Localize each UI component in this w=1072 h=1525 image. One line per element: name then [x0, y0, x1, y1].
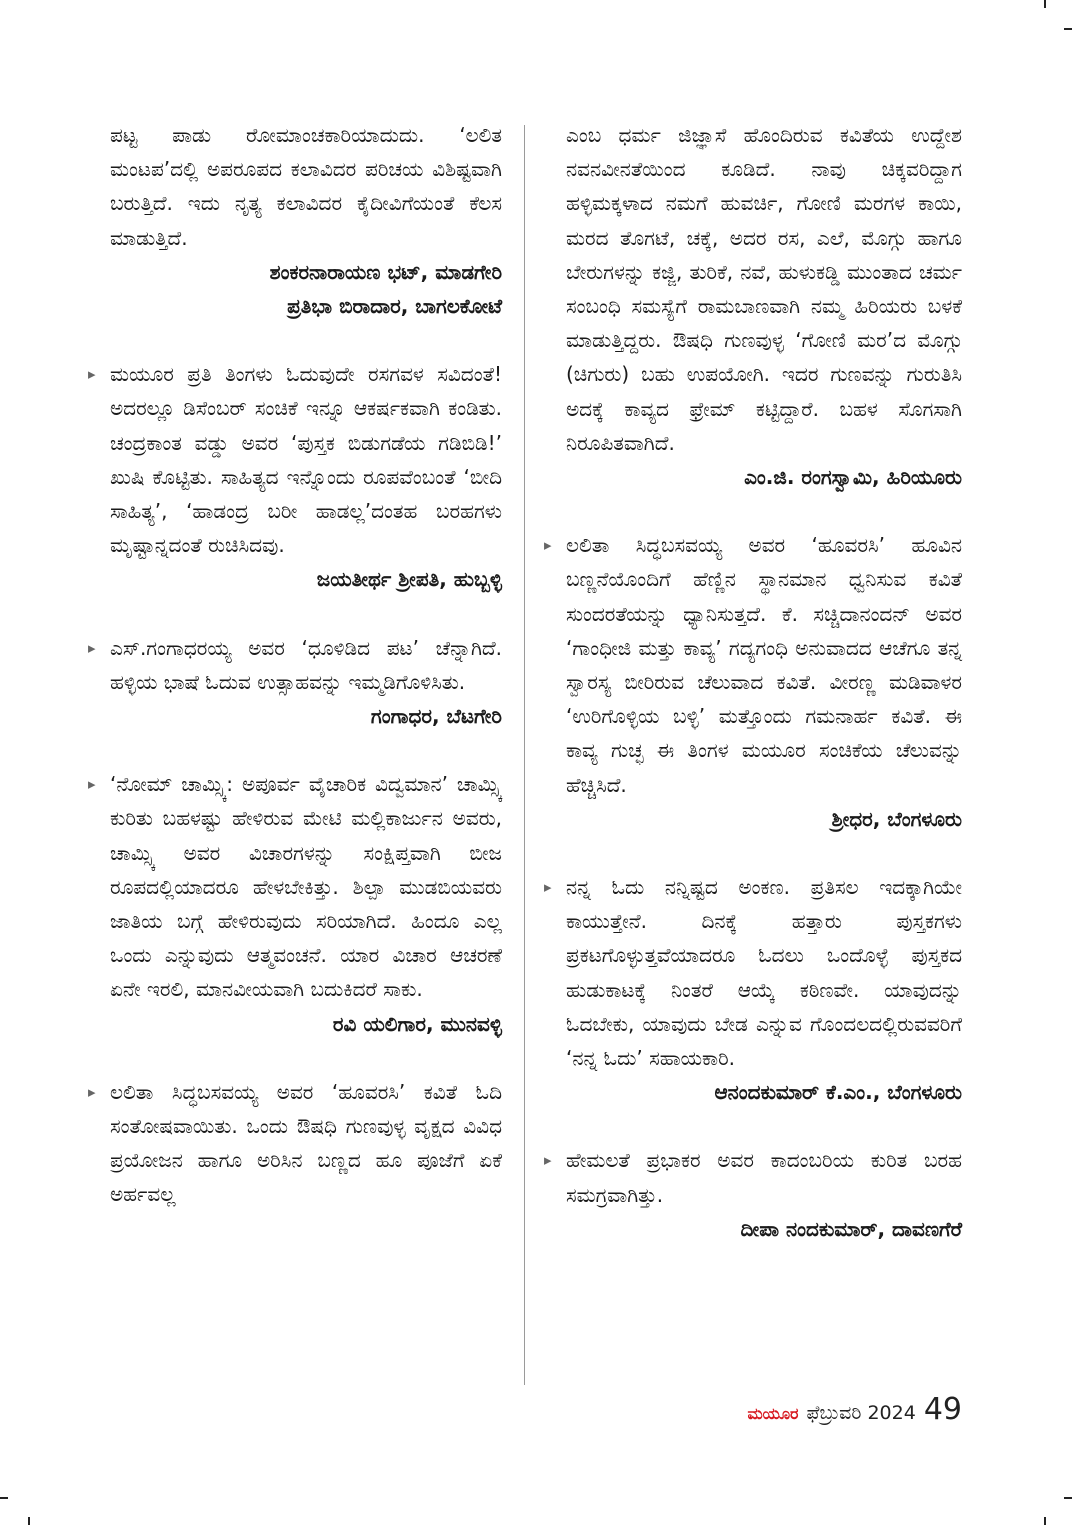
crop-mark [1064, 28, 1072, 30]
letter-text: ಎಂಬ ಧರ್ಮ ಜಿಜ್ಞಾಸೆ ಹೊಂದಿರುವ ಕವಿತೆಯ ಉದ್ದೇಶ ನವನವೀನತೆಯಿಂದ ಕೂಡಿದೆ. ನಾವು ಚಿಕ್ಕವರಿದ್ದಾಗ ಹಳ್ಳಿಮಕ್ಕಳಾದ ನಮಗೆ ಹುವರ್ಚಿ, ಗೋಣಿ ಮರಗಳ ಕಾಯಿ, ಮರದ ತೊಗಟೆ, ಚಕ್ಕೆ, ಅದರ ರಸ, ಎಲೆ, ಮೊಗ್ಗು ಹಾಗೂ ಬೇರುಗಳನ್ನು ಕಜ್ಜಿ, ತುರಿಕೆ, ನವೆ, ಹುಳುಕಡ್ಡಿ ಮುಂತಾದ ಚರ್ಮ ಸಂಬಂಧಿ ಸಮಸ್ಯೆಗೆ ರಾಮಬಾಣವಾಗಿ ನಮ್ಮ ಹಿರಿಯರು ಬಳಕೆ ಮಾಡುತ್ತಿದ್ದರು. ಔಷಧಿ ಗುಣವುಳ್ಳ ‘ಗೋಣಿ ಮರ’ದ ಮೊಗ್ಗು (ಚಿಗುರು) ಬಹು ಉಪಯೋಗಿ. ಇದರ ಗುಣವನ್ನು ಗುರುತಿಸಿ ಅದಕ್ಕೆ ಕಾವ್ಯದ ಫ್ರೇಮ್ ಕಟ್ಟಿದ್ದಾರೆ. ಬಹಳ ಸೊಗಸಾಗಿ ನಿರೂಪಿತವಾಗಿದೆ. [566, 123, 962, 455]
letter-text: ▸ ಹೇಮಲತೆ ಪ್ರಭಾಕರ ಅವರ ಕಾದಂಬರಿಯ ಕುರಿತ ಬರಹ ಸಮಗ್ರವಾಗಿತ್ತು. [566, 1143, 962, 1211]
left-column [110, 118, 502, 1212]
letter-signature: ಶ್ರೀಧರ, ಬೆಂಗಳೂರು [831, 806, 962, 831]
letter-signature: ಜಯತೀರ್ಥ ಶ್ರೀಪತಿ, ಹುಬ್ಬಳ್ಳಿ [316, 567, 502, 592]
letter-text: ▸ ಮಯೂರ ಪ್ರತಿ ತಿಂಗಳು ಓದುವುದೇ ರಸಗವಳ ಸವಿದಂತೆ! ಅದರಲ್ಲೂ ಡಿಸೆಂಬರ್ ಸಂಚಿಕೆ ಇನ್ನೂ ಆಕರ್ಷಕವಾಗಿ ಕಂಡಿತು. ಚಂದ್ರಕಾಂತ ವಡ್ಡು ಅವರ ‘ಪುಸ್ತಕ ಬಿಡುಗಡೆಯ ಗಡಿಬಿಡಿ!’ ಖುಷಿ ಕೊಟ್ಟಿತು. ಸಾಹಿತ್ಯದ ಇನ್ನೊಂದು ರೂಪವೆಂಬಂತೆ ‘ಬೀದಿ ಸಾಹಿತ್ಯ’, ‘ಹಾಡಂದ್ರ ಬರೀ ಹಾಡಲ್ಲ’ದಂತಹ ಬರಹಗಳು ಮೃಷ್ಟಾನ್ನದಂತೆ ರುಚಿಸಿದವು. [110, 357, 502, 562]
page-footer [747, 1392, 962, 1427]
page-number: 49 [923, 1392, 962, 1427]
letter-signature: ಎಂ.ಜಿ. ರಂಗಸ್ವಾಮಿ, ಹಿರಿಯೂರು [744, 465, 962, 490]
crop-mark [28, 1517, 30, 1525]
letter-text: ▸ ‘ನೋಮ್ ಚಾಮ್ಸ್ಕಿ: ಅಪೂರ್ವ ವೈಚಾರಿಕ ವಿದ್ವಮಾನ’ ಚಾಮ್ಸ್ಕಿ ಕುರಿತು ಬಹಳಷ್ಟು ಹೇಳಿರುವ ಮೇಟಿ ಮಲ್ಲಿಕಾರ್ಜುನ ಅವರು, ಚಾಮ್ಸ್ಕಿ ಅವರ ವಿಚಾರಗಳನ್ನು ಸಂಕ್ಷಿಪ್ತವಾಗಿ ಬೀಜ ರೂಪದಲ್ಲಿಯಾದರೂ ಹೇಳಬೇಕಿತ್ತು. ಶಿಲ್ಪಾ ಮುಡಬಿಯವರು ಜಾತಿಯ ಬಗ್ಗೆ ಹೇಳಿರುವುದು ಸರಿಯಾಗಿದೆ. ಹಿಂದೂ ಎಲ್ಲ ಒಂದು ಎನ್ನುವುದು ಆತ್ಮವಂಚನೆ. ಯಾರ ವಿಚಾರ ಆಚರಣೆ ಏನೇ ಇರಲಿ, ಮಾನವೀಯವಾಗಿ ಬದುಕಿದರೆ ಸಾಕು. [110, 767, 502, 1006]
crop-mark [0, 1497, 8, 1499]
letter-signature: ದೀಪಾ ನಂದಕುಮಾರ್, ದಾವಣಗೆರೆ [740, 1216, 962, 1241]
letter-signature: ಶಂಕರನಾರಾಯಣ ಭಟ್, ಮಾಡಗೇರಿ [269, 259, 502, 284]
magazine-logo: ಮಯೂರ [747, 1404, 799, 1423]
letter-text: ▸ ನನ್ನ ಓದು ನನ್ನಿಷ್ಟದ ಅಂಕಣ. ಪ್ರತಿಸಲ ಇದಕ್ಕಾಗಿಯೇ ಕಾಯುತ್ತೇನೆ. ದಿನಕ್ಕೆ ಹತ್ತಾರು ಪುಸ್ತಕಗಳು ಪ್ರಕಟಗೊಳ್ಳುತ್ತವೆಯಾದರೂ ಓದಲು ಒಂದೊಳ್ಳೆ ಪುಸ್ತಕದ ಹುಡುಕಾಟಕ್ಕೆ ನಿಂತರೆ ಆಯ್ಕೆ ಕಠಿಣವೇ. ಯಾವುದನ್ನು ಓದಬೇಕು, ಯಾವುದು ಬೇಡ ಎನ್ನುವ ಗೊಂದಲದಲ್ಲಿರುವವರಿಗೆ ‘ನನ್ನ ಓದು’ ಸಹಾಯಕಾರಿ. [566, 870, 962, 1075]
letter-text: ▸ ಲಲಿತಾ ಸಿದ್ಧಬಸವಯ್ಯ ಅವರ ‘ಹೂವರಸಿ’ ಹೂವಿನ ಬಣ್ಣನೆಯೊಂದಿಗೆ ಹೆಣ್ಣಿನ ಸ್ಥಾನಮಾನ ಧ್ವನಿಸುವ ಕವಿತೆ ಸುಂದರತೆಯನ್ನು ಧ್ಯಾನಿಸುತ್ತದೆ. ಕೆ. ಸಚ್ಚಿದಾನಂದನ್ ಅವರ ‘ಗಾಂಧೀಜಿ ಮತ್ತು ಕಾವ್ಯ’ ಗದ್ಯಗಂಧಿ ಅನುವಾದದ ಆಚೆಗೂ ತನ್ನ ಸ್ವಾರಸ್ಯ ಬೀರಿರುವ ಚೆಲುವಾದ ಕವಿತೆ. ವೀರಣ್ಣ ಮಡಿವಾಳರ ‘ಉರಿಗೊಳ್ಳಿಯ ಬಳ್ಳಿ’ ಮತ್ತೊಂದು ಗಮನಾರ್ಹ ಕವಿತೆ. ಈ ಕಾವ್ಯ ಗುಚ್ಛ ಈ ತಿಂಗಳ ಮಯೂರ ಸಂಚಿಕೆಯ ಚೆಲುವನ್ನು ಹೆಚ್ಚಿಸಿದೆ. [566, 528, 962, 802]
letter-text: ▸ ಎಸ್.ಗಂಗಾಧರಯ್ಯ ಅವರ ‘ಧೂಳಿಡಿದ ಪಟ’ ಚೆನ್ನಾಗಿದೆ. ಹಳ್ಳಿಯ ಭಾಷೆ ಓದುವ ಉತ್ಸಾಹವನ್ನು ಇಮ್ಮಡಿಗೊಳಿಸಿತು. [110, 631, 502, 699]
letter-signature: ರವಿ ಯಲಿಗಾರ, ಮುನವಳ್ಳಿ [332, 1011, 502, 1036]
column-divider [524, 125, 525, 1385]
letter-signature: ಆನಂದಕುಮಾರ್ ಕೆ.ಎಂ., ಬೆಂಗಳೂರು [714, 1080, 962, 1105]
crop-mark [1044, 0, 1046, 8]
issue-month: ಫೆಬ್ರುವರಿ 2024 [806, 1402, 916, 1424]
crop-mark [1064, 1497, 1072, 1499]
letter-signature: ಪ್ರತಿಭಾ ಬಿರಾದಾರ, ಬಾಗಲಕೋಟೆ [287, 294, 502, 319]
right-column [566, 118, 962, 1246]
crop-mark [1044, 1517, 1046, 1525]
letter-text: ▸ ಲಲಿತಾ ಸಿದ್ಧಬಸವಯ್ಯ ಅವರ ‘ಹೂವರಸಿ’ ಕವಿತೆ ಓದಿ ಸಂತೋಷವಾಯಿತು. ಒಂದು ಔಷಧಿ ಗುಣವುಳ್ಳ ವೃಕ್ಷದ ವಿವಿಧ ಪ್ರಯೋಜನ ಹಾಗೂ ಅರಿಸಿನ ಬಣ್ಣದ ಹೂ ಪೂಜೆಗೆ ಏಕೆ ಅರ್ಹವಲ್ಲ [110, 1075, 502, 1212]
letter-text: ಪಟ್ಟ ಪಾಡು ರೋಮಾಂಚಕಾರಿಯಾದುದು. ‘ಲಲಿತ ಮಂಟಪ’ದಲ್ಲಿ ಅಪರೂಪದ ಕಲಾವಿದರ ಪರಿಚಯ ವಿಶಿಷ್ಟವಾಗಿ ಬರುತ್ತಿದೆ. ಇದು ನೃತ್ಯ ಕಲಾವಿದರ ಕೈದೀವಿಗೆಯಂತೆ ಕೆಲಸ ಮಾಡುತ್ತಿದೆ. [110, 123, 502, 250]
letter-signature: ಗಂಗಾಧರ, ಬೆಟಗೇರಿ [370, 704, 502, 729]
